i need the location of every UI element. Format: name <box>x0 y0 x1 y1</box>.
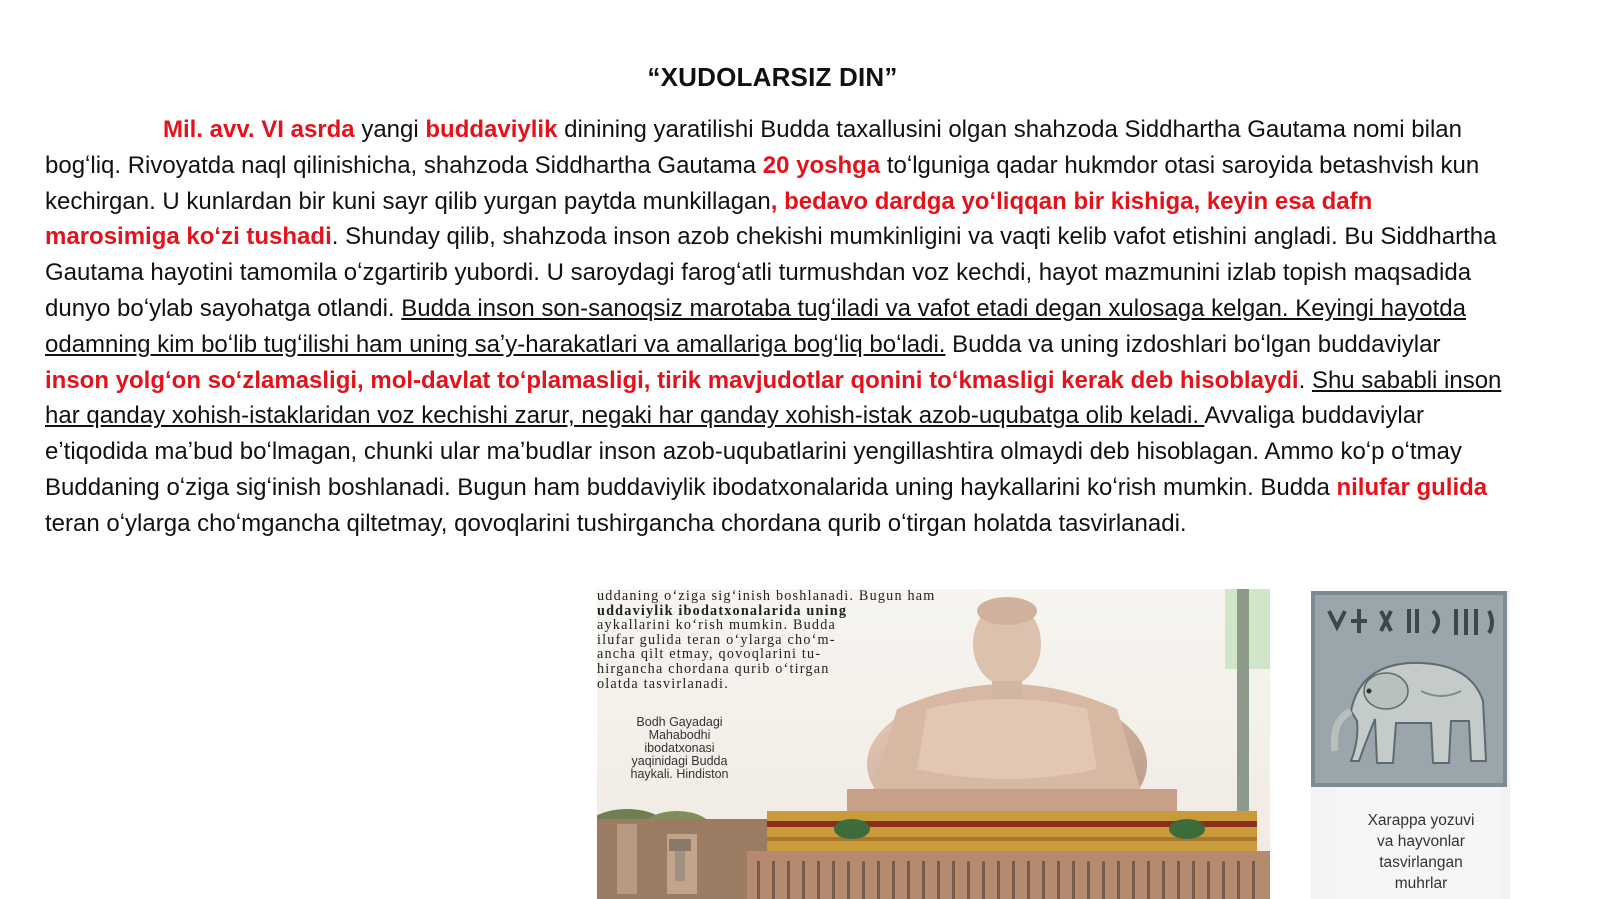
buddha-photo-caption <box>597 716 762 781</box>
paragraph-text: Avvaliga buddaviylar eʼtiqodida maʼbud boʻlmagan, chunki ular maʼbudlar inson azob-uqubatlarini yengillashtira olmaydi deb hisoblagan. Ammo koʻp oʻtmay Buddaning oʻziga sigʻinish boshlanadi. Bugun ham buddaviylik ibodatxonalarida uning haykallarini koʻrish mumkin. Budda <box>45 402 1462 501</box>
paragraph-text: dinining yaratilishi Budda taxallusini olgan shahzoda Siddhartha Gautama nomi bilan bogʻliq. Rivoyatda naql qilinishicha, shahzoda Siddhartha Gautama <box>45 116 1462 179</box>
scan-line: ilufar gulida teran oʻylarga choʻm- <box>597 631 836 648</box>
scanned-textbook-text <box>597 589 977 691</box>
paragraph-text: teran oʻylarga choʻmgancha qiltetmay, qovoqlarini tushirgancha chordana qurib oʻtirgan holatda tasvirlanadi. <box>45 509 1187 537</box>
caption-line: Mahabodhi <box>648 728 711 742</box>
underlined-text: Budda inson son-sanoqsiz marotaba tugʻiladi va vafot etadi degan xulosaga kelgan. Keyingi hayotda odamning kim boʻlib tugʻilishi ham uning saʼy-harakatlari va amallariga bogʻliq boʻladi. <box>45 294 1466 358</box>
paragraph-text: yangi <box>354 116 426 143</box>
scan-line: aykallarini koʻrish mumkin. Budda <box>597 617 836 634</box>
underlined-text: Shu sababli inson har qanday xohish-istaklaridan voz kechishi zarur, negaki har qanday xohish-istak azob-uqubatga olib keladi. <box>45 366 1502 430</box>
highlighted-text: Mil. avv. VI asrda <box>163 116 355 143</box>
seal-photo-caption <box>1341 810 1501 894</box>
scan-line: hirgancha chordana qurib oʻtirgan <box>597 660 830 677</box>
highlighted-text: nilufar gulida <box>1336 473 1488 501</box>
caption-line: haykali. Hindiston <box>630 767 729 781</box>
caption-line: muhrlar <box>1394 875 1448 892</box>
scan-line: ancha qilt etmay, qovoqlarini tu- <box>597 646 822 663</box>
caption-line: va hayvonlar <box>1377 833 1465 850</box>
paragraph-text: . Shunday qilib, shahzoda inson azob chekishi mumkinligini va vaqti kelib vafot etishini angladi. Bu Siddhartha Gautama hayotini tamomila oʻzgartirib yubordi. U saroydagi farogʻatli turmushdan voz kechdi, hayot mazmunini izlab topish maqsadida dunyo boʻylab sayohatga otlandi. <box>45 223 1497 322</box>
scan-line: uddaviylik ibodatxonalarida uning <box>597 602 848 619</box>
paragraph-text: toʻlguniga qadar hukmdor otasi saroyida betashvish kun kechirgan. U kunlardan bir kuni sayr qilib yurgan paytda munkillagan <box>45 151 1480 215</box>
scan-line: uddaning oʻziga sigʻinish boshlanadi. Bugun ham <box>597 589 936 604</box>
caption-line: Xarappa yozuvi <box>1367 812 1475 829</box>
caption-line: ibodatxonasi <box>644 741 715 755</box>
paragraph-text: Budda va uning izdoshlari boʻlgan buddaviylar <box>945 330 1441 358</box>
buddha-statue-photo <box>597 589 1270 899</box>
caption-line: Bodh Gayadagi <box>636 715 723 729</box>
highlighted-text: inson yolgʻon soʻzlamasligi, mol-davlat toʻplamasligi, tirik mavjudotlar qonini toʻkmasligi kerak deb hisoblaydi <box>45 366 1299 394</box>
caption-line: tasvirlangan <box>1379 854 1463 871</box>
harappa-seal-photo <box>1311 591 1510 899</box>
highlighted-text: 20 yoshga <box>762 151 881 179</box>
highlighted-text: buddaviylik <box>425 116 558 143</box>
main-paragraph <box>45 112 1505 542</box>
caption-line: yaqinidagi Budda <box>631 754 728 768</box>
page-title: “XUDOLARSIZ DIN” <box>647 62 898 92</box>
scan-line: olatda tasvirlanadi. <box>597 675 729 692</box>
paragraph-text: . <box>1298 366 1312 394</box>
highlighted-text: , bedavo dardga yoʻliqqan bir kishiga, keyin esa dafn marosimiga koʻzi tushadi <box>45 187 1373 251</box>
